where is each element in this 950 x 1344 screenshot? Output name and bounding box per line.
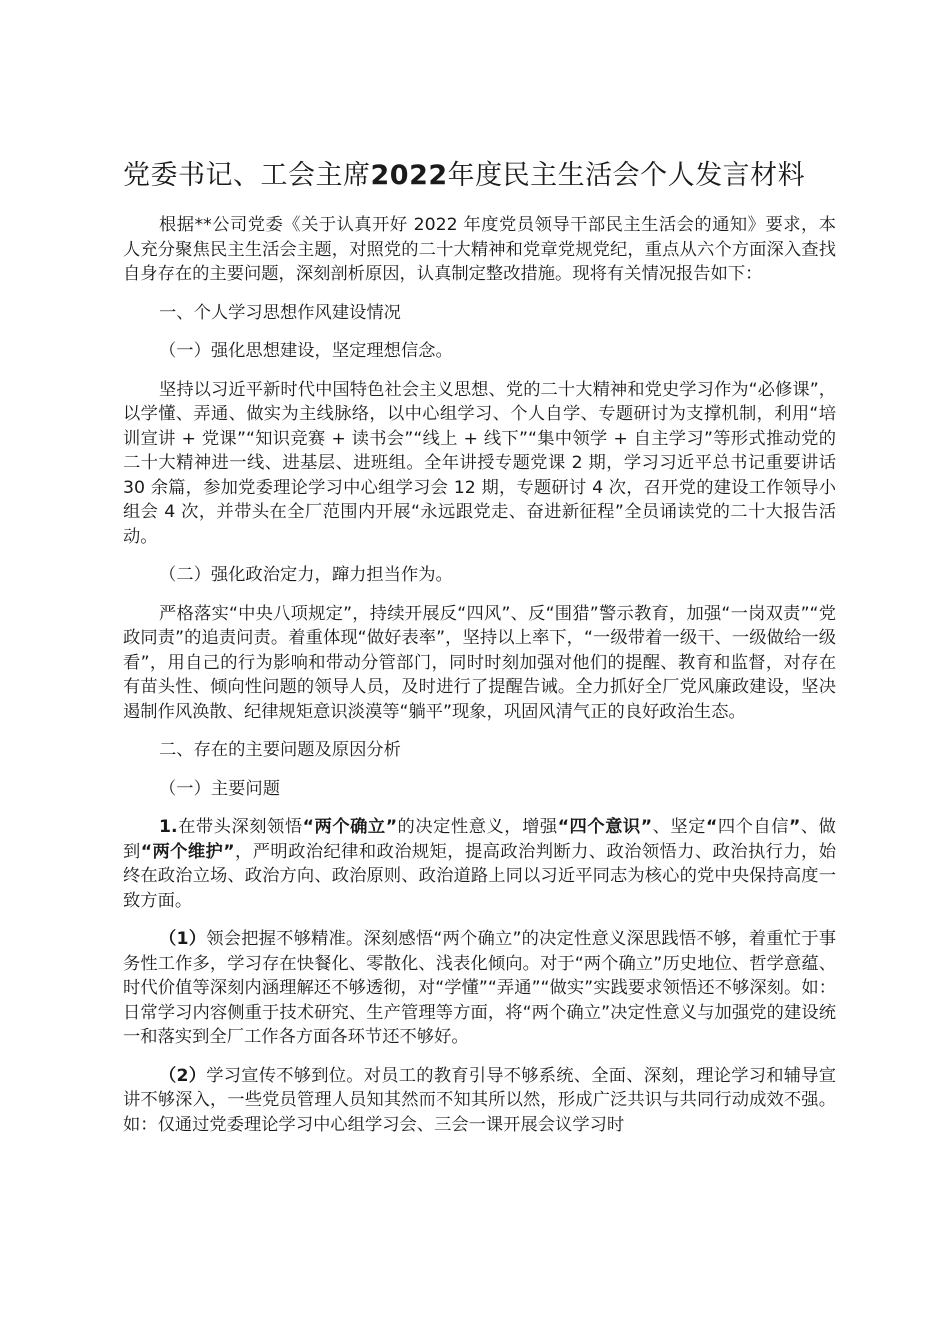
item1-text-b: 的决定性意义，增强 [397, 817, 558, 837]
sub-item2-paragraph [123, 1064, 836, 1138]
title-part-1: 党委书记、工会主席 [123, 160, 371, 191]
item1-bold-f: “两个维护” [140, 841, 235, 862]
sub-item1-number: （1） [159, 929, 207, 949]
section1-sub2-body: 严格落实“中央八项规定”，持续开展反“四风”、反“围猎”警示教育，加强“一岗双责”“党政同责”的追责问责。着重体现“做好表率”，坚持以上率下，“一级带着一级干、一级做给一级看”，用自己的行为影响和带动分管部门，同时时刻加强对他们的提醒、教育和监督，对存在有苗头性、倾向性问题的领导人员，及时进行了提醒告诫。全力抓好全厂党风廉政建设，坚决遏制作风涣散、纪律规矩意识淡漠等“躺平”现象，巩固风清气正的良好政治生态。 [123, 603, 836, 722]
item1-text-d: 四个自信 [717, 817, 790, 837]
document-title [123, 148, 836, 203]
section1-sub1-heading: （一）强化思想建设，坚定理想信念。 [159, 341, 453, 361]
intro-paragraph: 根据**公司党委《关于认真开好 2022 年度党员领导干部民主生活会的通知》要求，本人充分聚焦民主生活会主题，对照党的二十大精神和党章党规党纪，重点从六个方面深入查找自身存在的主要问题，深刻剖析原因，认真制定整改措施。现将有关情况报告如下： [123, 215, 836, 284]
item1-bold-b: “两个确立” [302, 817, 398, 837]
document-page [123, 148, 836, 1137]
sub-item1-body: 领会把握不够精准。深刻感悟“两个确立”的决定性意义深思践悟不够，着重忙于事务性工作多，学习存在快餐化、零散化、浅表化倾向。对于“两个确立”历史地位、哲学意蕴、时代价值等深刻内涵理解还不够透彻，对“学懂”“弄通”“做实”实践要求领悟还不够深刻。如：日常学习内容侧重于技术研究、生产管理等方面，将“两个确立”决定性意义与加强党的建设统一和落实到全厂工作各方面各环节还不够好。 [123, 929, 836, 1047]
section2-heading: 二、存在的主要问题及原因分析 [159, 740, 401, 760]
section1-heading: 一、个人学习思想作风建设情况 [159, 302, 401, 323]
item1-text-c: 、坚定 [652, 817, 706, 837]
sub-item2-number: （2） [159, 1065, 207, 1086]
title-year: 2022 [370, 160, 448, 191]
item1-text-a: 在带头深刻领悟 [177, 817, 303, 837]
item1-bold-e: ” [789, 817, 801, 837]
item1-bold-c: “四个意识” [557, 817, 653, 837]
item1-number: 1. [159, 817, 178, 837]
item1-paragraph [123, 815, 836, 913]
section1-sub1-body: 坚持以习近平新时代中国特色社会主义思想、党的二十大精神和党史学习作为“必修课”，以学懂、弄通、做实为主线脉络，以中心组学习、个人自学、专题研讨为支撑机制，利用“培训宣讲 + 党课”“知识竞赛 + 读书会”“线上 + 线下”“集中领学 + 自主学习”等形式推动党的二十大精神进一线、进基层、进班组。全年讲授专题党课 2 期，学习习近平总书记重要讲话 30 余篇，参加党委理论学习中心组学习会 12 期，专题研讨 4 次，召开党的建设工作领导小组会 4 次，并带头在全厂范围内开展“永远跟党走、奋进新征程”全员诵读党的二十大报告活动。 [123, 379, 836, 547]
item1-text-e: 、做到 [123, 817, 836, 862]
item1-bold-d: “ [705, 817, 718, 837]
sub-item1-paragraph [123, 927, 836, 1050]
section2-sub1-heading: （一）主要问题 [159, 778, 280, 799]
title-part-2: 年度民主生活会个人发言材料 [447, 160, 806, 191]
item1-text-f: ，严明政治纪律和政治规矩，提高政治判断力、政治领悟力、政治执行力，始终在政治立场、政治方向、政治原则、政治道路上同以习近平同志为核心的党中央保持高度一致方面。 [123, 841, 836, 911]
sub-item2-body: 学习宣传不够到位。对员工的教育引导不够系统、全面、深刻，理论学习和辅导宣讲不够深入，一些党员管理人员知其然而不知其所以然，形成广泛共识与共同行动成效不强。如：仅通过党委理论学习中心组学习会、三会一课开展会议学习时 [123, 1065, 836, 1135]
section1-sub2-heading: （二）强化政治定力，蹿力担当作为。 [159, 565, 453, 585]
